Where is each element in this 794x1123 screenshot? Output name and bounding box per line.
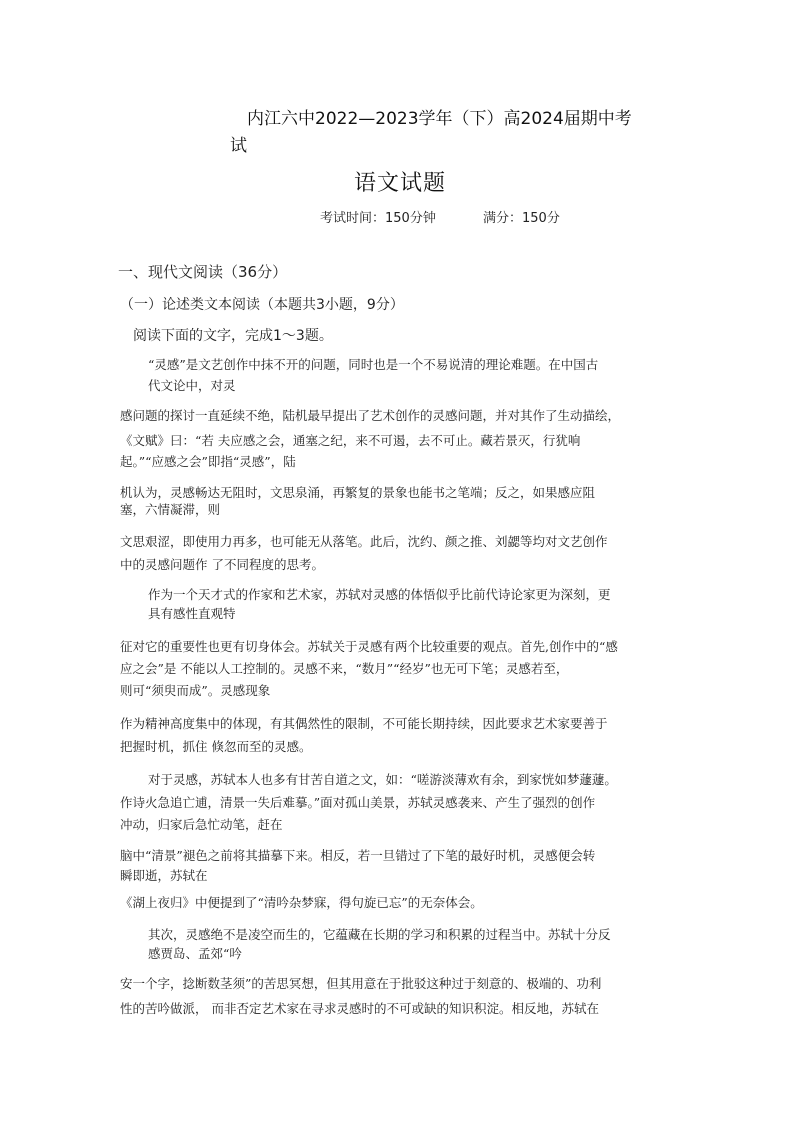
passage-line: 《湖上夜归》中便提到了“清吟杂梦寐，得句旋已忘”的无奈体会。 xyxy=(120,895,483,910)
passage-line: 《文赋》曰：“若 夫应感之会，通塞之纪，来不可遏，去不可止。藏若景灭，行犹响 xyxy=(120,433,581,448)
passage-line: 把握时机，抓住 倏忽而至的灵感。 xyxy=(120,739,312,754)
passage-line: 起。”“应感之会”即指“灵感”，陆 xyxy=(120,454,296,469)
passage-line: 冲动，归家后急忙动笔，赶在 xyxy=(120,817,283,832)
passage-line: 作诗火急追亡逋，清景一失后难摹。”面对孤山美景，苏轼灵感袭来、产生了强烈的创作 xyxy=(120,795,596,810)
exam-title-line-2: 试 xyxy=(230,136,247,156)
part-one-heading: 一、现代文阅读（36分） xyxy=(118,263,288,281)
passage-line: 其次，灵感绝不是凌空而生的，它蕴藏在长期的学习和积累的过程当中。苏轼十分反 xyxy=(148,927,611,942)
exam-time: 考试时间：150分钟 xyxy=(320,211,436,226)
passage-line: 代文论中，对灵 xyxy=(148,378,236,393)
passage-line: 安一个字，捻断数茎须”的苦思冥想，但其用意在于批驳这种过于刻意的、极端的、功利 xyxy=(120,976,602,991)
passage-line: 应之会”是 不能以人工控制的。灵感不来，“数月”“经岁”也无可下笔；灵感若至， xyxy=(120,661,569,676)
passage-line: 机认为，灵感畅达无阻时，文思泉涌，再繁复的景象也能书之笔端；反之，如果感应阻 xyxy=(120,485,596,500)
passage-line: 性的苦吟做派， 而非否定艺术家在寻求灵感时的不可或缺的知识积淀。相反地，苏轼在 xyxy=(120,1001,599,1016)
passage-line: 作为精神高度集中的体现，有其偶然性的限制，不可能长期持续，因此要求艺术家要善于 xyxy=(120,716,608,731)
part-one-subheading: （一）论述类文本阅读（本题共3小题，9分） xyxy=(120,297,404,313)
passage-line: 感问题的探讨一直延续不绝，陆机最早提出了艺术创作的灵感问题，并对其作了生动描绘， xyxy=(120,408,621,423)
passage-line: 则可“须臾而成”。灵感现象 xyxy=(120,683,271,698)
passage-line: 具有感性直观特 xyxy=(148,606,236,621)
passage-line: 对于灵感，苏轼本人也多有甘苦自道之文，如：“嗟游淡薄欢有余，到家恍如梦蘧蘧。 xyxy=(148,772,617,787)
reading-instruction: 阅读下面的文字，完成1～3题。 xyxy=(133,328,333,344)
passage-line: 中的灵感问题作 了不同程度的思考。 xyxy=(120,557,324,572)
passage-line: 瞬即逝，苏轼在 xyxy=(120,868,208,883)
passage-line: 脑中“清景”褪色之前将其描摹下来。相反，若一旦错过了下笔的最好时机，灵感便会转 xyxy=(120,848,596,863)
passage-line: “灵感”是文艺创作中抹不开的问题，同时也是一个不易说清的理论难题。在中国古 xyxy=(148,357,599,372)
full-score: 满分：150分 xyxy=(483,211,560,226)
subject-title: 语文试题 xyxy=(354,171,447,196)
passage-line: 征对它的重要性也更有切身体会。苏轼关于灵感有两个比较重要的观点。首先,创作中的“感 xyxy=(120,639,618,654)
passage-line: 感贾岛、孟郊“吟 xyxy=(148,946,242,961)
passage-line: 塞，六情凝滞，则 xyxy=(120,502,221,517)
passage-line: 作为一个天才式的作家和艺术家，苏轼对灵感的体悟似乎比前代诗论家更为深刻，更 xyxy=(148,587,611,602)
exam-title-line-1: 内江六中2022—2023学年（下）高2024届期中考 xyxy=(247,109,632,129)
passage-line: 文思艰涩，即使用力再多，也可能无从落笔。此后，沈约、颜之推、刘勰等均对文艺创作 xyxy=(120,534,608,549)
